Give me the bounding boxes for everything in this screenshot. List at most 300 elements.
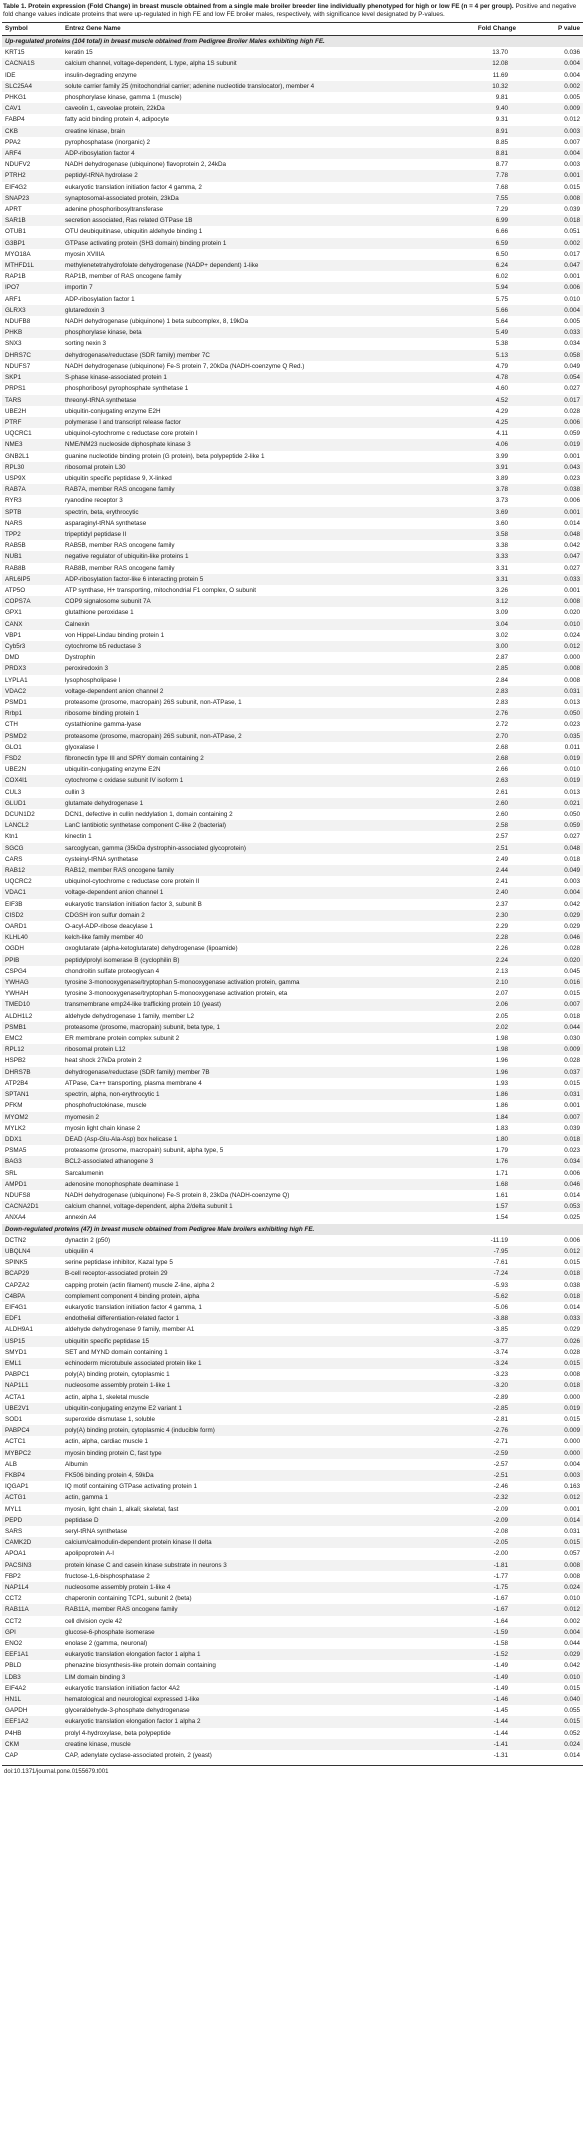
table-row	[2, 182, 583, 193]
cell-fold-change: 2.30	[430, 910, 526, 921]
cell-symbol: RYR3	[5, 497, 22, 505]
cell-gene-name: B-cell receptor-associated protein 29	[62, 1268, 430, 1279]
table-row	[2, 1436, 583, 1447]
table-row	[2, 70, 583, 81]
cell-fold-change: -2.09	[493, 1505, 508, 1513]
cell-p-value: 0.009	[526, 1425, 583, 1436]
cell-fold-change: 2.05	[495, 1012, 508, 1020]
cell-fold-change: 6.66	[495, 228, 508, 236]
table-row	[2, 1414, 583, 1425]
cell-fold-change: 2.76	[430, 708, 526, 719]
cell-p-value: 0.031	[526, 1089, 583, 1100]
cell-gene-name: proteasome (prosome, macropain) subunit, alpha type, 5	[65, 1147, 224, 1155]
cell-fold-change: -1.52	[430, 1649, 526, 1660]
col-p-value: P value	[526, 23, 583, 36]
cell-p-value: 0.002	[526, 238, 583, 249]
cell-fold-change: -1.46	[430, 1694, 526, 1705]
cell-symbol: SPTAN1	[2, 1089, 62, 1100]
cell-symbol: GLRX3	[2, 305, 62, 316]
cell-fold-change: -1.64	[493, 1617, 508, 1625]
cell-p-value: 0.000	[564, 1438, 580, 1446]
cell-fold-change: 1.79	[495, 1147, 508, 1155]
table-row	[2, 1033, 583, 1044]
cell-p-value: 0.040	[526, 1694, 583, 1705]
cell-fold-change: 2.60	[430, 798, 526, 809]
cell-fold-change: -7.95	[430, 1246, 526, 1257]
table-row	[2, 1459, 583, 1470]
cell-fold-change: 3.12	[430, 596, 526, 607]
cell-p-value: 0.057	[564, 1550, 580, 1558]
cell-p-value: 0.012	[526, 1604, 583, 1615]
cell-gene-name: CDGSH iron sulfur domain 2	[62, 910, 430, 921]
cell-gene-name: ubiquinol-cytochrome c reductase core protein II	[65, 878, 200, 886]
cell-gene-name: S-phase kinase-associated protein 1	[62, 372, 430, 383]
cell-fold-change: 7.68	[495, 183, 508, 191]
cell-gene-name: O-acyl-ADP-ribose deacylase 1	[65, 923, 153, 931]
cell-p-value: 0.003	[564, 878, 580, 886]
cell-p-value: 0.012	[526, 1492, 583, 1503]
table-row	[2, 607, 583, 618]
cell-p-value: 0.006	[526, 417, 583, 428]
table-row	[2, 1616, 583, 1627]
cell-symbol: RAB12	[2, 865, 62, 876]
cell-fold-change: 8.77	[495, 161, 508, 169]
cell-gene-name: seryl-tRNA synthetase	[65, 1528, 128, 1536]
cell-fold-change: 1.86	[430, 1089, 526, 1100]
cell-p-value: 0.001	[564, 586, 580, 594]
cell-symbol: PSMD2	[2, 731, 62, 742]
cell-gene-name: IQ motif containing GTPase activating protein 1	[65, 1483, 197, 1491]
table-row	[2, 910, 583, 921]
cell-gene-name: RAB11A, member RAS oncogene family	[62, 1604, 430, 1615]
table-row	[2, 932, 583, 943]
cell-p-value: 0.015	[564, 1259, 580, 1267]
table-row	[2, 899, 583, 910]
cell-gene-name: LanC lantibiotic synthetase component C-like 2 (bacterial)	[62, 820, 430, 831]
cell-p-value: 0.008	[564, 1572, 580, 1580]
cell-p-value: 0.003	[526, 126, 583, 137]
cell-symbol: SARS	[5, 1528, 23, 1536]
cell-p-value: 0.006	[526, 282, 583, 293]
table-row	[2, 887, 583, 898]
cell-gene-name: actin, alpha, cardiac muscle 1	[65, 1438, 148, 1446]
cell-gene-name: protein kinase C and casein kinase substrate in neurons 3	[62, 1560, 430, 1571]
cell-fold-change: 1.98	[430, 1044, 526, 1055]
cell-fold-change: -3.74	[493, 1348, 508, 1356]
cell-gene-name: phosphorylase kinase, beta	[62, 327, 430, 338]
table-row	[2, 820, 583, 831]
cell-symbol: CAP	[5, 1752, 18, 1760]
cell-p-value: 0.007	[526, 999, 583, 1010]
cell-gene-name: RAP1B, member of RAS oncogene family	[65, 273, 182, 281]
cell-gene-name: negative regulator of ubiquitin-like proteins 1	[62, 551, 430, 562]
cell-gene-name: phenazine biosynthesis-like protein domain containing	[65, 1662, 216, 1670]
cell-fold-change: 4.29	[495, 407, 508, 415]
cell-fold-change: -1.44	[493, 1729, 508, 1737]
cell-gene-name: eukaryotic translation initiation factor 4A2	[65, 1684, 180, 1692]
table-row	[2, 395, 583, 406]
cell-fold-change: 2.58	[430, 820, 526, 831]
cell-fold-change: 2.07	[495, 990, 508, 998]
cell-p-value: 0.014	[564, 519, 580, 527]
cell-p-value: 0.003	[564, 161, 580, 169]
cell-p-value: 0.026	[526, 1336, 583, 1347]
cell-p-value: 0.001	[564, 452, 580, 460]
cell-p-value: 0.046	[526, 1179, 583, 1190]
cell-p-value: 0.053	[526, 1201, 583, 1212]
cell-p-value: 0.047	[526, 551, 583, 562]
cell-symbol: NDUFV2	[5, 161, 31, 169]
cell-p-value: 0.036	[564, 49, 580, 57]
cell-symbol: CANX	[2, 619, 62, 630]
cell-fold-change: 4.60	[495, 385, 508, 393]
cell-fold-change: 2.06	[430, 999, 526, 1010]
cell-fold-change: 5.64	[495, 318, 508, 326]
cell-gene-name: calcium channel, voltage-dependent, L type, alpha 1S subunit	[62, 58, 430, 69]
cell-fold-change: 2.44	[430, 865, 526, 876]
cell-p-value: 0.014	[564, 1752, 580, 1760]
cell-p-value: 0.042	[564, 900, 580, 908]
cell-gene-name: myosin, light chain 1, alkali; skeletal, fast	[65, 1505, 179, 1513]
cell-symbol: DMD	[5, 654, 20, 662]
cell-p-value: 0.024	[526, 1582, 583, 1593]
table-row	[2, 675, 583, 686]
cell-fold-change: 2.13	[495, 967, 508, 975]
cell-symbol: UBE2H	[5, 407, 26, 415]
cell-symbol: EIF4G1	[5, 1303, 27, 1311]
cell-gene-name: ATPase, Ca++ transporting, plasma membrane 4	[65, 1079, 202, 1087]
cell-p-value: 0.004	[526, 887, 583, 898]
table-row	[2, 1515, 583, 1526]
table-row	[2, 103, 583, 114]
caption-label: Table 1. Protein expression (Fold Change) in breast muscle obtained from a single male broiler breeder line individually phenotyped for high or low FE (n = 4 per group).	[3, 3, 514, 10]
cell-symbol: ALB	[5, 1460, 17, 1468]
cell-gene-name: voltage-dependent anion channel 2	[62, 686, 430, 697]
cell-fold-change: 1.57	[430, 1201, 526, 1212]
cell-fold-change: 1.71	[495, 1169, 508, 1177]
table-row	[2, 764, 583, 775]
cell-symbol: VDAC2	[2, 686, 62, 697]
cell-gene-name: echinoderm microtubule associated protein like 1	[62, 1358, 430, 1369]
table-row	[2, 1672, 583, 1683]
table-row	[2, 47, 583, 58]
cell-symbol: Rrbp1	[2, 708, 62, 719]
cell-symbol: PRPS1	[5, 385, 26, 393]
table-row	[2, 787, 583, 798]
cell-fold-change: 3.78	[430, 484, 526, 495]
cell-fold-change: 12.08	[430, 58, 526, 69]
cell-symbol: NDUFS8	[5, 1191, 31, 1199]
cell-fold-change: 5.49	[430, 327, 526, 338]
cell-symbol: NUB1	[2, 551, 62, 562]
table-row	[2, 361, 583, 372]
table-row	[2, 204, 583, 215]
table-row	[2, 294, 583, 305]
table-row	[2, 988, 583, 999]
cell-p-value: 0.012	[526, 1246, 583, 1257]
cell-p-value: 0.017	[526, 395, 583, 406]
cell-symbol: GPX1	[5, 609, 22, 617]
cell-gene-name: cytochrome b5 reductase 3	[62, 641, 430, 652]
cell-symbol: NAP1L4	[2, 1582, 62, 1593]
cell-fold-change: -5.06	[493, 1303, 508, 1311]
table-row	[2, 809, 583, 820]
cell-symbol: FSD2	[2, 753, 62, 764]
cell-symbol: KRT15	[5, 49, 25, 57]
table-row	[2, 1694, 583, 1705]
cell-gene-name: myosin binding protein C, fast type	[62, 1448, 430, 1459]
cell-p-value: 0.013	[564, 788, 580, 796]
cell-p-value: 0.051	[564, 228, 580, 236]
cell-fold-change: 3.31	[495, 564, 508, 572]
cell-fold-change: 1.54	[495, 1214, 508, 1222]
cell-fold-change: 1.96	[495, 1057, 508, 1065]
cell-p-value: 0.027	[564, 564, 580, 572]
cell-gene-name: BCL2-associated athanogene 3	[62, 1156, 430, 1167]
cell-fold-change: 1.83	[495, 1124, 508, 1132]
cell-symbol: G3BP1	[2, 238, 62, 249]
cell-p-value: 0.034	[526, 1156, 583, 1167]
cell-symbol: KLHL40	[2, 932, 62, 943]
table-row	[2, 1145, 583, 1156]
cell-symbol: IPO7	[2, 282, 62, 293]
table-row	[2, 1168, 583, 1179]
cell-fold-change: 3.02	[495, 631, 508, 639]
cell-gene-name: chondroitin sulfate proteoglycan 4	[65, 967, 160, 975]
cell-fold-change: -2.57	[493, 1460, 508, 1468]
table-row	[2, 58, 583, 69]
cell-symbol: LDB3	[2, 1672, 62, 1683]
cell-fold-change: 7.29	[495, 206, 508, 214]
cell-p-value: 0.015	[564, 1079, 580, 1087]
cell-gene-name: secretion associated, Ras related GTPase 1B	[62, 215, 430, 226]
cell-gene-name: NADH dehydrogenase (ubiquinone) 1 beta subcomplex, 8, 19kDa	[65, 318, 249, 326]
cell-p-value: 0.163	[564, 1483, 580, 1491]
cell-gene-name: LIM domain binding 3	[62, 1672, 430, 1683]
cell-symbol: CCT2	[5, 1595, 22, 1603]
cell-symbol: CSPG4	[5, 967, 27, 975]
table-row	[2, 1649, 583, 1660]
cell-fold-change: -1.31	[493, 1752, 508, 1760]
cell-symbol: ACTG1	[2, 1492, 62, 1503]
cell-fold-change: 5.75	[495, 295, 508, 303]
cell-p-value: 0.025	[564, 1214, 580, 1222]
cell-symbol: CKM	[2, 1739, 62, 1750]
table-row	[2, 271, 583, 282]
table-row	[2, 943, 583, 954]
cell-fold-change: 5.66	[430, 305, 526, 316]
table-row	[2, 338, 583, 349]
cell-p-value: 0.009	[526, 103, 583, 114]
cell-p-value: 0.043	[526, 462, 583, 473]
table-row	[2, 428, 583, 439]
cell-p-value: 0.048	[526, 529, 583, 540]
cell-gene-name: ADP-ribosylation factor 1	[65, 295, 135, 303]
cell-p-value: 0.010	[564, 766, 580, 774]
cell-fold-change: 3.38	[495, 542, 508, 550]
cell-fold-change: -1.67	[430, 1604, 526, 1615]
cell-gene-name: dynactin 2 (p50)	[65, 1236, 111, 1244]
cell-p-value: 0.029	[564, 923, 580, 931]
cell-fold-change: 1.96	[430, 1067, 526, 1078]
cell-fold-change: -2.81	[493, 1415, 508, 1423]
cell-p-value: 0.016	[526, 977, 583, 988]
cell-p-value: 0.006	[564, 1236, 580, 1244]
cell-gene-name: fatty acid binding protein 4, adipocyte	[65, 116, 169, 124]
cell-gene-name: aldehyde dehydrogenase 1 family, member L2	[65, 1012, 195, 1020]
cell-symbol: PACSIN3	[2, 1560, 62, 1571]
table-row	[2, 1313, 583, 1324]
cell-p-value: 0.018	[526, 1134, 583, 1145]
cell-fold-change: 2.66	[495, 766, 508, 774]
cell-p-value: 0.014	[564, 1303, 580, 1311]
cell-gene-name: fructose-1,6-bisphosphatase 2	[65, 1572, 150, 1580]
cell-p-value: 0.008	[526, 1560, 583, 1571]
cell-gene-name: proteasome (prosome, macropain) 26S subunit, non-ATPase, 1	[65, 698, 242, 706]
cell-symbol: GLO1	[5, 743, 22, 751]
cell-fold-change: 3.99	[495, 452, 508, 460]
cell-fold-change: -1.59	[430, 1627, 526, 1638]
table-row	[2, 708, 583, 719]
cell-gene-name: NADH dehydrogenase (ubiquinone) Fe-S protein 7, 20kDa (NADH-coenzyme Q Red.)	[65, 362, 305, 370]
cell-p-value: 0.039	[564, 1124, 580, 1132]
table-row	[2, 529, 583, 540]
cell-symbol: SOD1	[5, 1415, 23, 1423]
cell-gene-name: eukaryotic translation elongation factor 1 alpha 1	[62, 1649, 430, 1660]
cell-fold-change: 2.61	[495, 788, 508, 796]
cell-symbol: PHKG1	[5, 94, 27, 102]
table-row	[2, 641, 583, 652]
cell-gene-name: transmembrane emp24-like trafficking protein 10 (yeast)	[62, 999, 430, 1010]
table-row	[2, 1268, 583, 1279]
cell-symbol: ENO2	[5, 1640, 23, 1648]
cell-symbol: EML1	[2, 1358, 62, 1369]
cell-symbol: ARF1	[5, 295, 22, 303]
cell-symbol: CAV1	[2, 103, 62, 114]
cell-gene-name: heat shock 27kDa protein 2	[65, 1057, 142, 1065]
cell-gene-name: guanine nucleotide binding protein (G protein), beta polypeptide 2-like 1	[65, 452, 265, 460]
cell-symbol: ALDH1L2	[5, 1012, 33, 1020]
table-row	[2, 966, 583, 977]
table-row	[2, 1526, 583, 1537]
cell-fold-change: 2.72	[495, 721, 508, 729]
cell-symbol: PSMA5	[5, 1147, 27, 1155]
table-row	[2, 1425, 583, 1436]
cell-fold-change: 2.57	[495, 833, 508, 841]
cell-gene-name: sarcoglycan, gamma (35kDa dystrophin-associated glycoprotein)	[62, 843, 430, 854]
cell-gene-name: actin, alpha 1, skeletal muscle	[65, 1393, 150, 1401]
cell-gene-name: poly(A) binding protein, cytoplasmic 1	[65, 1371, 170, 1379]
cell-gene-name: dehydrogenase/reductase (SDR family) member 7B	[62, 1067, 430, 1078]
table-header	[2, 23, 583, 36]
cell-p-value: 0.059	[564, 430, 580, 438]
cell-fold-change: 1.86	[495, 1102, 508, 1110]
cell-gene-name: tripeptidyl peptidase II	[62, 529, 430, 540]
cell-symbol: PTRH2	[2, 170, 62, 181]
cell-symbol: PPA2	[5, 138, 21, 146]
cell-symbol: COX4I1	[2, 775, 62, 786]
cell-p-value: 0.015	[526, 1358, 583, 1369]
cell-p-value: 0.035	[526, 731, 583, 742]
cell-fold-change: 7.78	[430, 170, 526, 181]
cell-fold-change: -7.61	[493, 1259, 508, 1267]
table-row	[2, 742, 583, 753]
table-row	[2, 1336, 583, 1347]
cell-p-value: 0.009	[526, 1044, 583, 1055]
cell-gene-name: calcium/calmodulin-dependent protein kinase II delta	[62, 1537, 430, 1548]
cell-p-value: 0.033	[526, 327, 583, 338]
cell-gene-name: capping protein (actin filament) muscle Z-line, alpha 2	[65, 1281, 215, 1289]
cell-fold-change: 3.58	[430, 529, 526, 540]
cell-p-value: 0.050	[526, 708, 583, 719]
table-row	[2, 831, 583, 842]
cell-p-value: 0.015	[564, 183, 580, 191]
cell-p-value: 0.018	[526, 1380, 583, 1391]
cell-fold-change: -3.85	[493, 1326, 508, 1334]
table-row	[2, 484, 583, 495]
table-row	[2, 1750, 583, 1761]
cell-p-value: 0.005	[564, 94, 580, 102]
cell-gene-name: RAB12, member RAS oncogene family	[62, 865, 430, 876]
cell-fold-change: 3.09	[495, 609, 508, 617]
cell-p-value: 0.005	[564, 318, 580, 326]
table-row	[2, 1380, 583, 1391]
cell-p-value: 0.034	[564, 340, 580, 348]
cell-p-value: 0.001	[526, 170, 583, 181]
cell-fold-change: 6.02	[495, 273, 508, 281]
cell-fold-change: 7.55	[430, 193, 526, 204]
table-row	[2, 170, 583, 181]
cell-p-value: 0.012	[564, 116, 580, 124]
cell-p-value: 0.004	[526, 148, 583, 159]
cell-gene-name: kelch-like family member 40	[62, 932, 430, 943]
cell-gene-name: dehydrogenase/reductase (SDR family) member 7C	[62, 350, 430, 361]
cell-gene-name: hematological and neurological expressed 1-like	[62, 1694, 430, 1705]
cell-fold-change: -1.58	[493, 1640, 508, 1648]
table-row	[2, 1604, 583, 1615]
cell-gene-name: ryanodine receptor 3	[65, 497, 123, 505]
cell-gene-name: glutamate dehydrogenase 1	[62, 798, 430, 809]
cell-p-value: 0.012	[526, 641, 583, 652]
cell-gene-name: asparaginyl-tRNA synthetase	[65, 519, 147, 527]
cell-fold-change: 4.79	[495, 362, 508, 370]
table-row	[2, 1190, 583, 1201]
table-row	[2, 1504, 583, 1515]
cell-gene-name: ATP synthase, H+ transporting, mitochondrial F1 complex, O subunit	[65, 586, 257, 594]
table-row	[2, 92, 583, 103]
cell-symbol: YWHAG	[2, 977, 62, 988]
cell-fold-change: 9.40	[430, 103, 526, 114]
cell-fold-change: -2.71	[493, 1438, 508, 1446]
table-row	[2, 663, 583, 674]
cell-p-value: 0.028	[564, 407, 580, 415]
cell-gene-name: serine peptidase inhibitor, Kazal type 5	[65, 1259, 173, 1267]
cell-fold-change: -2.89	[493, 1393, 508, 1401]
cell-p-value: 0.007	[564, 138, 580, 146]
cell-p-value: 0.010	[526, 1672, 583, 1683]
cell-fold-change: 4.11	[496, 430, 508, 438]
table-row	[2, 1369, 583, 1380]
cell-p-value: 0.058	[526, 350, 583, 361]
cell-gene-name: actin, gamma 1	[62, 1492, 430, 1503]
cell-gene-name: ribosomal protein L12	[62, 1044, 430, 1055]
cell-symbol: PFKM	[5, 1102, 23, 1110]
table-row	[2, 81, 583, 92]
cell-symbol: VBP1	[5, 631, 22, 639]
table-row	[2, 540, 583, 551]
cell-symbol: GLUD1	[2, 798, 62, 809]
cell-symbol: BCAP29	[2, 1268, 62, 1279]
